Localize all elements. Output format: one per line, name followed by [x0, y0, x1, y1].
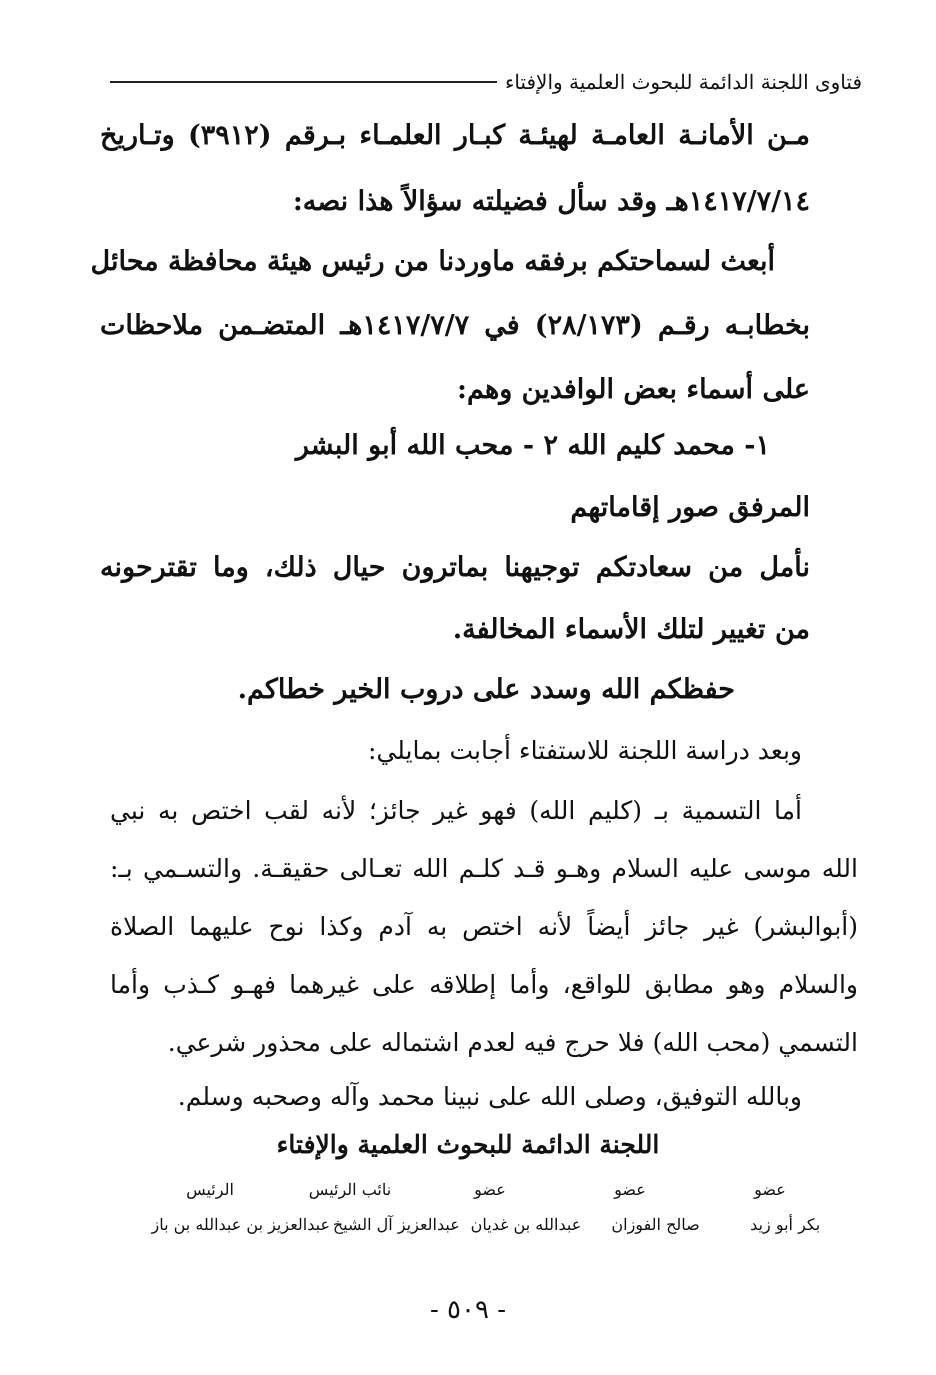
signature-role: نائب الرئيس [308, 1180, 392, 1199]
signature-name: عبدالعزيز آل الشيخ [332, 1215, 460, 1234]
signature-role: عضو [754, 1180, 786, 1199]
page-number: - ٥٠٩ - [429, 1295, 507, 1325]
question-line: على أسماء بعض الوافدين وهم: [457, 374, 810, 405]
question-line: من تغيير لتلك الأسماء المخالفة. [452, 614, 810, 645]
answer-text [110, 0, 858, 1130]
header-title: فتاوى اللجنة الدائمة للبحوث العلمية والإفتاء [504, 70, 862, 94]
signature-roles [140, 1180, 840, 1199]
question-line: المرفق صور إقاماتهم [570, 492, 810, 523]
question-line: بخطابـه رقـم (٢٨/١٧٣) في ١٤١٧/٧/٧هـ المتضـمن ملاحظات [100, 310, 810, 341]
question-line: نأمل من سعادتكم توجيهنا بماترون حيال ذلك، وما تقترحونه [100, 552, 810, 583]
question-line: حفظكم الله وسدد على دروب الخير خطاكم. [237, 674, 735, 705]
signature-role: الرئيس [186, 1180, 234, 1199]
question-line: ١- محمد كليم الله ٢ - محب الله أبو البشر [295, 430, 770, 461]
answer-line: وبعد دراسة اللجنة للاستفتاء أجابت بمايلي: [367, 736, 802, 765]
signature-name: صالح الفوزان [611, 1215, 700, 1234]
answer-line: والسلام وهو مطابق للواقع، وأما إطلاقه على غيرهما فهـو كـذب وأما [110, 970, 858, 999]
signature-name: عبدالله بن غديان [470, 1215, 582, 1234]
signature-role: عضو [614, 1180, 646, 1199]
answer-line: (أبوالبشر) غير جائز أيضاً لأنه اختص به آدم وكذا نوح عليهما الصلاة [110, 912, 858, 941]
question-line: ١٤١٧/٧/١٤هـ وقد سأل فضيلته سؤالاً هذا نصه: [292, 186, 810, 217]
committee-title: اللجنة الدائمة للبحوث العلمية والإفتاء [276, 1130, 660, 1159]
question-line: أبعث لسماحتكم برفقه ماوردنا من رئيس هيئة محافظة محائل [90, 246, 775, 277]
answer-line: الله موسى عليه السلام وهـو قـد كلـم الله تعـالى حقيقـة. والتسـمي بـ: [110, 854, 858, 883]
answer-line: وبالله التوفيق، وصلى الله على نبينا محمد وآله وصحبه وسلم. [177, 1082, 802, 1111]
signature-role: عضو [474, 1180, 506, 1199]
answer-line: التسمي (محب الله) فلا حرج فيه لعدم اشتماله على محذور شرعي. [167, 1028, 858, 1057]
question-line: مـن الأمانـة العامـة لهيئـة كبـار العلمـاء بـرقم (٣٩١٢) وتـاريخ [100, 120, 810, 151]
signature-name: بكر أبو زيد [750, 1215, 821, 1234]
signature-names [150, 1215, 850, 1234]
answer-line: أما التسمية بـ (كليم الله) فهو غير جائز؛ لأنه لقب اختص به نبي [110, 796, 802, 825]
signature-name: عبدالعزيز بن عبدالله بن باز [151, 1215, 331, 1234]
